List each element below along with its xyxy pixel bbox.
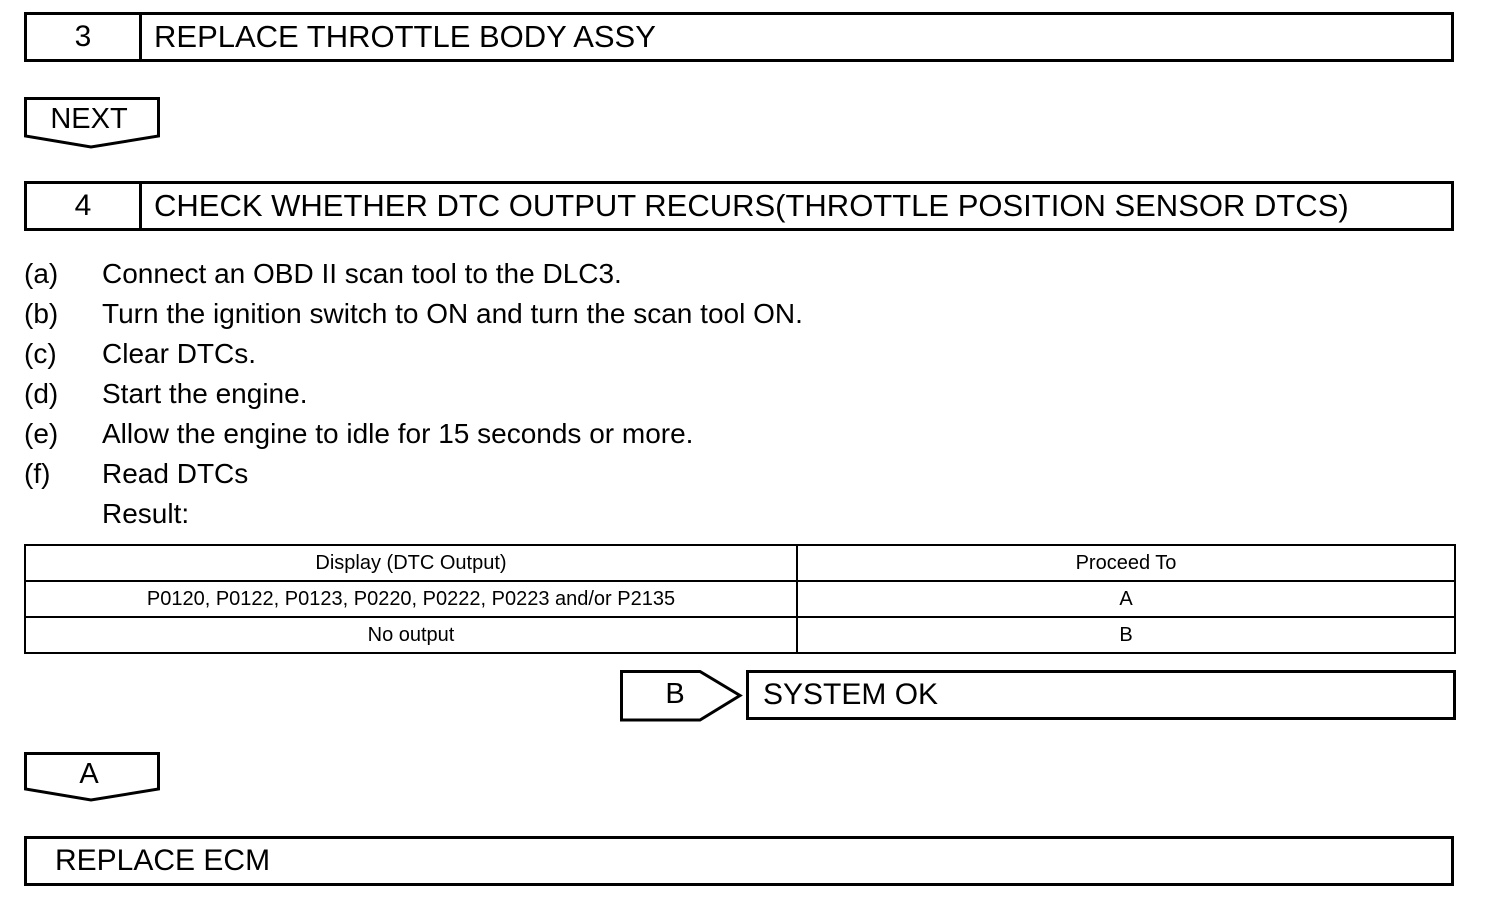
step-label: (d) bbox=[24, 378, 59, 409]
branch-b-label: B bbox=[665, 678, 685, 710]
step-text: Read DTCs bbox=[102, 458, 249, 489]
table-row bbox=[25, 581, 1455, 617]
result-label: Result: bbox=[102, 498, 190, 529]
table-row bbox=[25, 617, 1455, 653]
step-text: Clear DTCs. bbox=[102, 338, 257, 369]
table-header-row bbox=[25, 545, 1455, 581]
step-label: (a) bbox=[24, 258, 59, 289]
branch-b-arrow bbox=[620, 670, 744, 722]
step-text: Turn the ignition switch to ON and turn the scan tool ON. bbox=[102, 298, 803, 329]
table-cell: P0120, P0122, P0123, P0220, P0222, P0223 and/or P2135 bbox=[25, 581, 797, 617]
branch-a-label: A bbox=[79, 758, 99, 790]
step-text: Allow the engine to idle for 15 seconds or more. bbox=[102, 418, 694, 449]
step-4-box bbox=[24, 181, 1454, 231]
step-text: Start the engine. bbox=[102, 378, 308, 409]
step-number: 3 bbox=[27, 15, 142, 59]
column-header: Display (DTC Output) bbox=[25, 545, 797, 581]
table-cell: B bbox=[797, 617, 1455, 653]
branch-a-tab bbox=[24, 752, 160, 804]
result-table bbox=[24, 544, 1456, 654]
step-title: REPLACE THROTTLE BODY ASSY bbox=[154, 19, 656, 54]
replace-ecm-box: REPLACE ECM bbox=[24, 836, 1454, 886]
table-cell: No output bbox=[25, 617, 797, 653]
step-title: CHECK WHETHER DTC OUTPUT RECURS(THROTTLE POSITION SENSOR DTCS) bbox=[154, 188, 1349, 223]
step-label: (b) bbox=[24, 298, 59, 329]
next-tab bbox=[24, 97, 160, 149]
step-number: 4 bbox=[27, 184, 142, 228]
step-3-box bbox=[24, 12, 1454, 62]
step-label: (c) bbox=[24, 338, 57, 369]
step-text: Connect an OBD II scan tool to the DLC3. bbox=[102, 258, 622, 289]
system-ok-box: SYSTEM OK bbox=[746, 670, 1456, 720]
next-tab-label: NEXT bbox=[50, 103, 128, 135]
table-cell: A bbox=[797, 581, 1455, 617]
column-header: Proceed To bbox=[797, 545, 1455, 581]
step-label: (e) bbox=[24, 418, 59, 449]
step-label: (f) bbox=[24, 458, 51, 489]
